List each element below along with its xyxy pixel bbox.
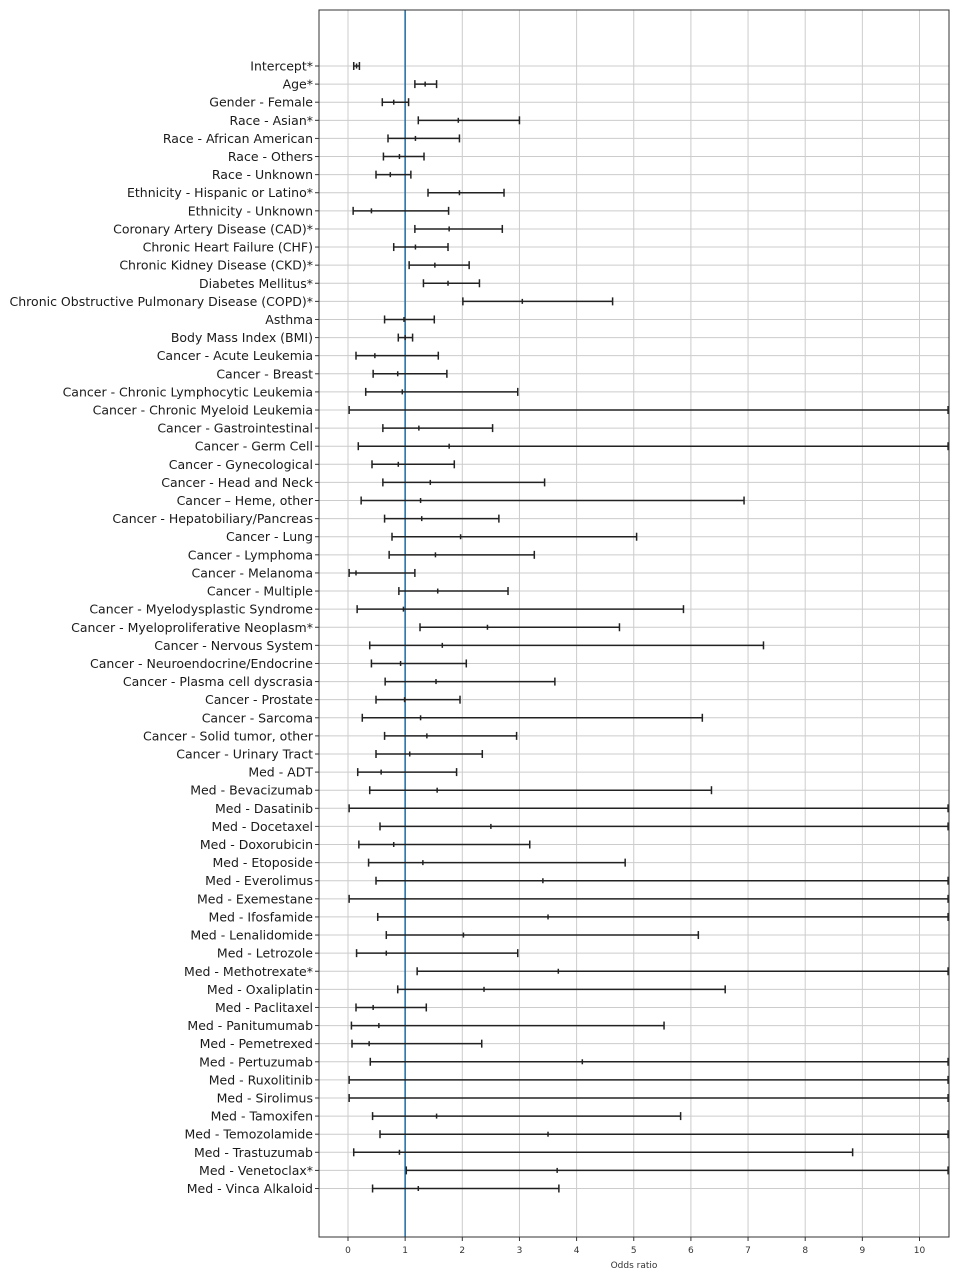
row-label: Med - Pemetrexed [199, 1036, 313, 1052]
row-label: Med - Ifosfamide [208, 909, 313, 925]
row-label: Chronic Heart Failure (CHF) [142, 239, 313, 255]
row-label: Med - Docetaxel [211, 818, 313, 834]
row-label: Cancer - Gastrointestinal [157, 420, 313, 436]
x-tick-label: 8 [802, 1246, 809, 1256]
row-label: Med - Sirolimus [216, 1090, 313, 1106]
row-label: Intercept* [250, 58, 313, 74]
row-label: Cancer - Urinary Tract [176, 746, 313, 762]
row-label: Med - Pertuzumab [199, 1054, 313, 1070]
row-label: Med - Oxaliplatin [206, 981, 313, 997]
row-label: Cancer - Plasma cell dyscrasia [122, 674, 313, 690]
row-label: Cancer - Lung [226, 529, 313, 545]
x-tick-label: 4 [573, 1246, 580, 1256]
row-label: Med - Tamoxifen [210, 1108, 313, 1124]
row-label: Med - Dasatinib [214, 800, 313, 816]
row-label: Med - Letrozole [216, 945, 313, 961]
row-label: Cancer - Lymphoma [187, 547, 313, 563]
row-label: Cancer - Chronic Lymphocytic Leukemia [62, 384, 313, 400]
row-label: Med - Bevacizumab [190, 782, 313, 798]
row-label: Cancer - Multiple [206, 583, 313, 599]
row-label: Med - Lenalidomide [190, 927, 313, 943]
row-label: Med - Panitumumab [187, 1018, 313, 1034]
row-label: Med - Venetoclax* [199, 1162, 313, 1178]
row-label: Race - Unknown [211, 167, 313, 183]
row-label: Cancer - Gynecological [168, 456, 313, 472]
row-label: Cancer - Acute Leukemia [156, 348, 313, 364]
row-label: Med - Vinca Alkaloid [186, 1181, 313, 1197]
x-axis-ticks [315, 66, 925, 1256]
row-label: Ethnicity - Unknown [187, 203, 313, 219]
row-label: Cancer – Heme, other [176, 493, 313, 509]
row-label: Cancer - Myelodysplastic Syndrome [89, 601, 313, 617]
row-label: Cancer - Germ Cell [194, 438, 313, 454]
row-label: Med - Methotrexate* [184, 963, 313, 979]
row-label: Chronic Obstructive Pulmonary Disease (COPD)* [9, 293, 313, 309]
x-tick-label: 6 [688, 1246, 694, 1256]
x-tick-label: 2 [459, 1246, 466, 1256]
x-axis-label: Odds ratio [610, 1261, 658, 1271]
row-label: Med - Trastuzumab [193, 1144, 313, 1160]
row-label: Med - ADT [248, 764, 313, 780]
x-tick-label: 9 [859, 1246, 866, 1256]
row-label: Cancer - Nervous System [154, 637, 313, 653]
row-label: Med - Exemestane [196, 891, 313, 907]
row-label: Cancer - Breast [216, 366, 313, 382]
row-label: Cancer - Melanoma [191, 565, 313, 581]
row-label: Cancer - Head and Neck [161, 474, 313, 490]
row-label: Med - Doxorubicin [199, 837, 313, 853]
x-tick-label: 10 [913, 1246, 926, 1256]
row-label: Body Mass Index (BMI) [170, 330, 313, 346]
row-label: Race - African American [162, 130, 313, 146]
x-tick-label: 1 [402, 1246, 409, 1256]
x-tick-label: 5 [630, 1246, 637, 1256]
row-label: Asthma [265, 311, 313, 327]
row-label: Coronary Artery Disease (CAD)* [113, 221, 313, 237]
row-label: Cancer - Neuroendocrine/Endocrine [90, 655, 313, 671]
row-label: Gender - Female [209, 94, 313, 110]
row-label: Med - Temozolamide [184, 1126, 313, 1142]
row-labels [10, 59, 314, 1197]
row-label: Med - Etoposide [212, 855, 313, 871]
row-label: Race - Asian* [229, 112, 313, 128]
row-label: Ethnicity - Hispanic or Latino* [126, 185, 313, 201]
row-label: Cancer - Solid tumor, other [143, 728, 313, 744]
row-label: Med - Ruxolitinib [208, 1072, 313, 1088]
row-label: Med - Everolimus [205, 873, 313, 889]
row-label: Cancer - Sarcoma [201, 710, 313, 726]
row-label: Cancer - Chronic Myeloid Leukemia [92, 402, 313, 418]
row-label: Race - Others [227, 149, 313, 165]
row-label: Diabetes Mellitus* [199, 275, 313, 291]
row-label: Chronic Kidney Disease (CKD)* [119, 257, 313, 273]
x-tick-label: 3 [516, 1246, 523, 1256]
row-label: Cancer - Hepatobiliary/Pancreas [112, 511, 313, 527]
x-tick-label: 0 [345, 1246, 351, 1256]
x-tick-label: 7 [745, 1246, 751, 1256]
row-label: Age* [282, 76, 313, 92]
row-label: Cancer - Myeloproliferative Neoplasm* [71, 619, 313, 635]
gridlines [319, 10, 949, 1237]
row-label: Med - Paclitaxel [214, 999, 313, 1015]
row-label: Cancer - Prostate [205, 692, 313, 708]
